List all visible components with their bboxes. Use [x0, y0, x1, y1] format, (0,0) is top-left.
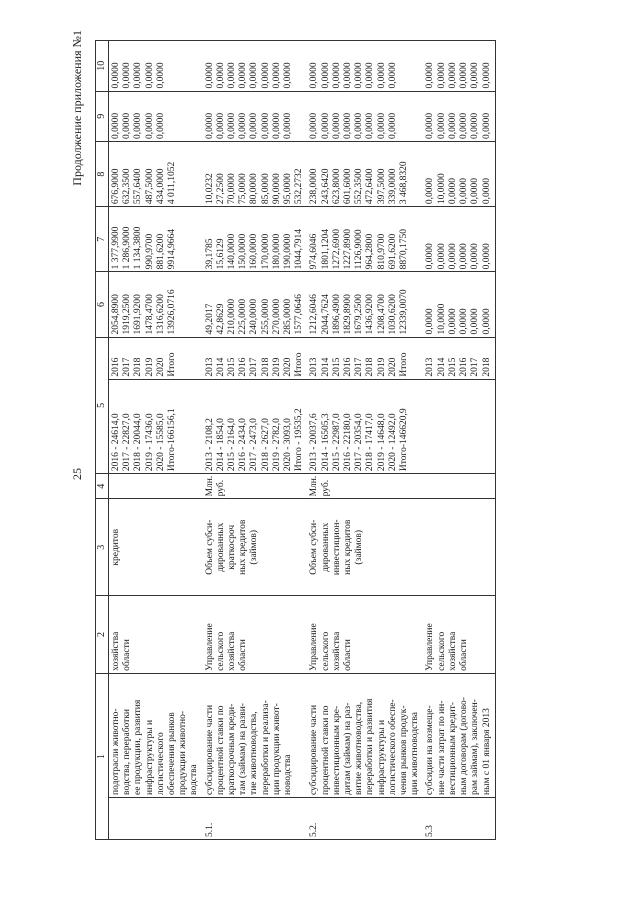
- row-number: 5.2.: [307, 797, 423, 839]
- measure-name: подотрасли животно- водства, переработки ее продукции, развития инфраструктуры и логистического обеспечения рынков продукции животно- водства: [109, 673, 203, 797]
- unit: Млн. руб.: [307, 474, 423, 499]
- table-row: [203, 41, 308, 840]
- indicator: кредитов: [109, 499, 203, 596]
- measure-name: субсидии на возмеще- ние части затрат по ин- вестиционным кредит- ным договорам (догово- рам займам), заключен- ным с 01 января 2013: [423, 673, 495, 797]
- funding-col-7: 974,6046 1801,1204 1272,6900 1227,8900 1126,9000 964,2800 810,9700 691,6200 8870,1750: [307, 207, 423, 272]
- table-row: [307, 41, 423, 840]
- executor: Управление сельского хозяйства области: [423, 596, 495, 674]
- unit: Млн. руб.: [203, 474, 308, 499]
- funding-col-7: 0,0000 0,0000 0,0000 0,0000 0,0000 0,0000: [423, 207, 495, 272]
- planned-values: 2013 - 2108,2 2014 - 1854,0 2015 - 2164,0 2016 - 2434,0 2017 - 2473,0 2018 - 2627,0 2019 - 2782,0 2020 - 3093,0 Итого - 19535,2: [203, 379, 308, 474]
- column-header-7: 7: [96, 207, 109, 272]
- unit: [109, 474, 203, 499]
- total-funding: 2054,8900 1919,2500 1691,9200 1478,4700 1316,6200 13926,0716: [109, 272, 203, 337]
- indicator: [423, 499, 495, 596]
- table-row: [109, 41, 203, 840]
- years: 2013 2014 2015 2016 2017 2018: [423, 337, 495, 379]
- column-header-3: 3: [96, 499, 109, 596]
- funding-col-10: 0,0000 0,0000 0,0000 0,0000 0,0000 0,0000 0,0000 0,0000: [203, 41, 308, 92]
- funding-col-8: 676,9000 632,3500 557,6400 487,5000 434,0000 4 011,1052: [109, 142, 203, 207]
- executor: Управление сельского хозяйства области: [307, 596, 423, 674]
- years: 2016 2017 2018 2019 2020 Итого: [109, 337, 203, 379]
- program-table: [95, 40, 496, 840]
- funding-col-9: 0,0000 0,0000 0,0000 0,0000 0,0000 0,0000 0,0000 0,0000: [307, 91, 423, 141]
- column-header-10: 10: [96, 41, 109, 92]
- funding-col-8: 238,0000 243,6420 623,8000 601,6000 552,3500 472,6400 397,5000 339,0000 3 468,8320: [307, 142, 423, 207]
- funding-col-7: 1 377,9900 1 286,9000 1 134,3800 990,9700 881,6200 9914,9664: [109, 207, 203, 272]
- column-header-5: 5: [96, 337, 109, 474]
- row-number: 5.3: [423, 797, 495, 839]
- row-number: [109, 797, 203, 839]
- column-header-1: 1: [96, 673, 109, 839]
- planned-values: [423, 379, 495, 474]
- indicator: Объем субси- дированных краткосроч ных кредитов (займов): [203, 499, 308, 596]
- total-funding: 0,0000 10,0000 0,0000 0,0000 0,0000 0,0000: [423, 272, 495, 337]
- funding-col-10: 0,0000 0,0000 0,0000 0,0000 0,0000: [109, 41, 203, 92]
- measure-name: субсидирование части процентной ставки по краткосрочным креди- там (займам) на разви- тие животноводства, переработки и реализа- ции продукции живот- новодства: [203, 673, 308, 797]
- funding-col-9: 0,0000 0,0000 0,0000 0,0000 0,0000 0,0000: [423, 91, 495, 141]
- column-header-4: 4: [96, 474, 109, 499]
- column-header-2: 2: [96, 596, 109, 674]
- funding-col-8: 10,0232 27,2500 70,0000 75,0000 80,0000 85,0000 90,0000 95,0000 532,2732: [203, 142, 308, 207]
- total-funding: 1212,6046 2044,7624 1896,4900 1829,8900 1679,2500 1436,9200 1208,4700 1030,6200 12339,0070: [307, 272, 423, 337]
- funding-col-10: 0,0000 0,0000 0,0000 0,0000 0,0000 0,0000 0,0000 0,0000: [307, 41, 423, 92]
- table-row: [423, 41, 495, 840]
- column-header-9: 9: [96, 91, 109, 141]
- planned-values: 2013 - 20037,6 2014 - 16505,3 2015 - 22987,0 2016 - 22180,0 2017 - 20354,0 2018 - 17417,0 2019 - 14648,0 2020 - 12492,0 Итого-146620,9: [307, 379, 423, 474]
- indicator: Объем субси- дированных инвестицион- ных кредитов (займов): [307, 499, 423, 596]
- column-header-8: 8: [96, 142, 109, 207]
- page-number: 25: [70, 468, 84, 480]
- unit: [423, 474, 495, 499]
- total-funding: 49,2017 42,8629 210,0000 225,0000 240,0000 255,0000 270,0000 285,0000 1577,0646: [203, 272, 308, 337]
- funding-col-8: 0,0000 10,0000 0,0000 0,0000 0,0000 0,0000: [423, 142, 495, 207]
- column-header-row: [96, 41, 109, 840]
- measure-name: субсидирование части процентной ставки по инвестиционным кре- дитам (займам) на раз- витие животноводства, переработки и развития инфраструктуры и логистического обеспе- чения рынков продук- ции животноводства: [307, 673, 423, 797]
- executor: Управление сельского хозяйства области: [203, 596, 308, 674]
- funding-col-9: 0,0000 0,0000 0,0000 0,0000 0,0000: [109, 91, 203, 141]
- years: 2013 2014 2015 2016 2017 2018 2019 2020 Итого: [203, 337, 308, 379]
- years: 2013 2014 2015 2016 2017 2018 2019 2020 Итого: [307, 337, 423, 379]
- planned-values: 2016 - 24614,0 2017 - 22827,0 2018 - 20044,0 2019 - 17436,0 2020 - 15585,0 Итого-166156,1: [109, 379, 203, 474]
- row-number: 5.1.: [203, 797, 308, 839]
- funding-col-9: 0,0000 0,0000 0,0000 0,0000 0,0000 0,0000 0,0000 0,0000: [203, 91, 308, 141]
- column-header-6: 6: [96, 272, 109, 337]
- appendix-continuation-label: Продолжение приложения №1: [70, 30, 84, 186]
- executor: хозяйства области: [109, 596, 203, 674]
- funding-col-7: 39,1785 15,6129 140,0000 150,0000 160,0000 170,0000 180,0000 190,0000 1044,7914: [203, 207, 308, 272]
- funding-col-10: 0,0000 0,0000 0,0000 0,0000 0,0000 0,0000: [423, 41, 495, 92]
